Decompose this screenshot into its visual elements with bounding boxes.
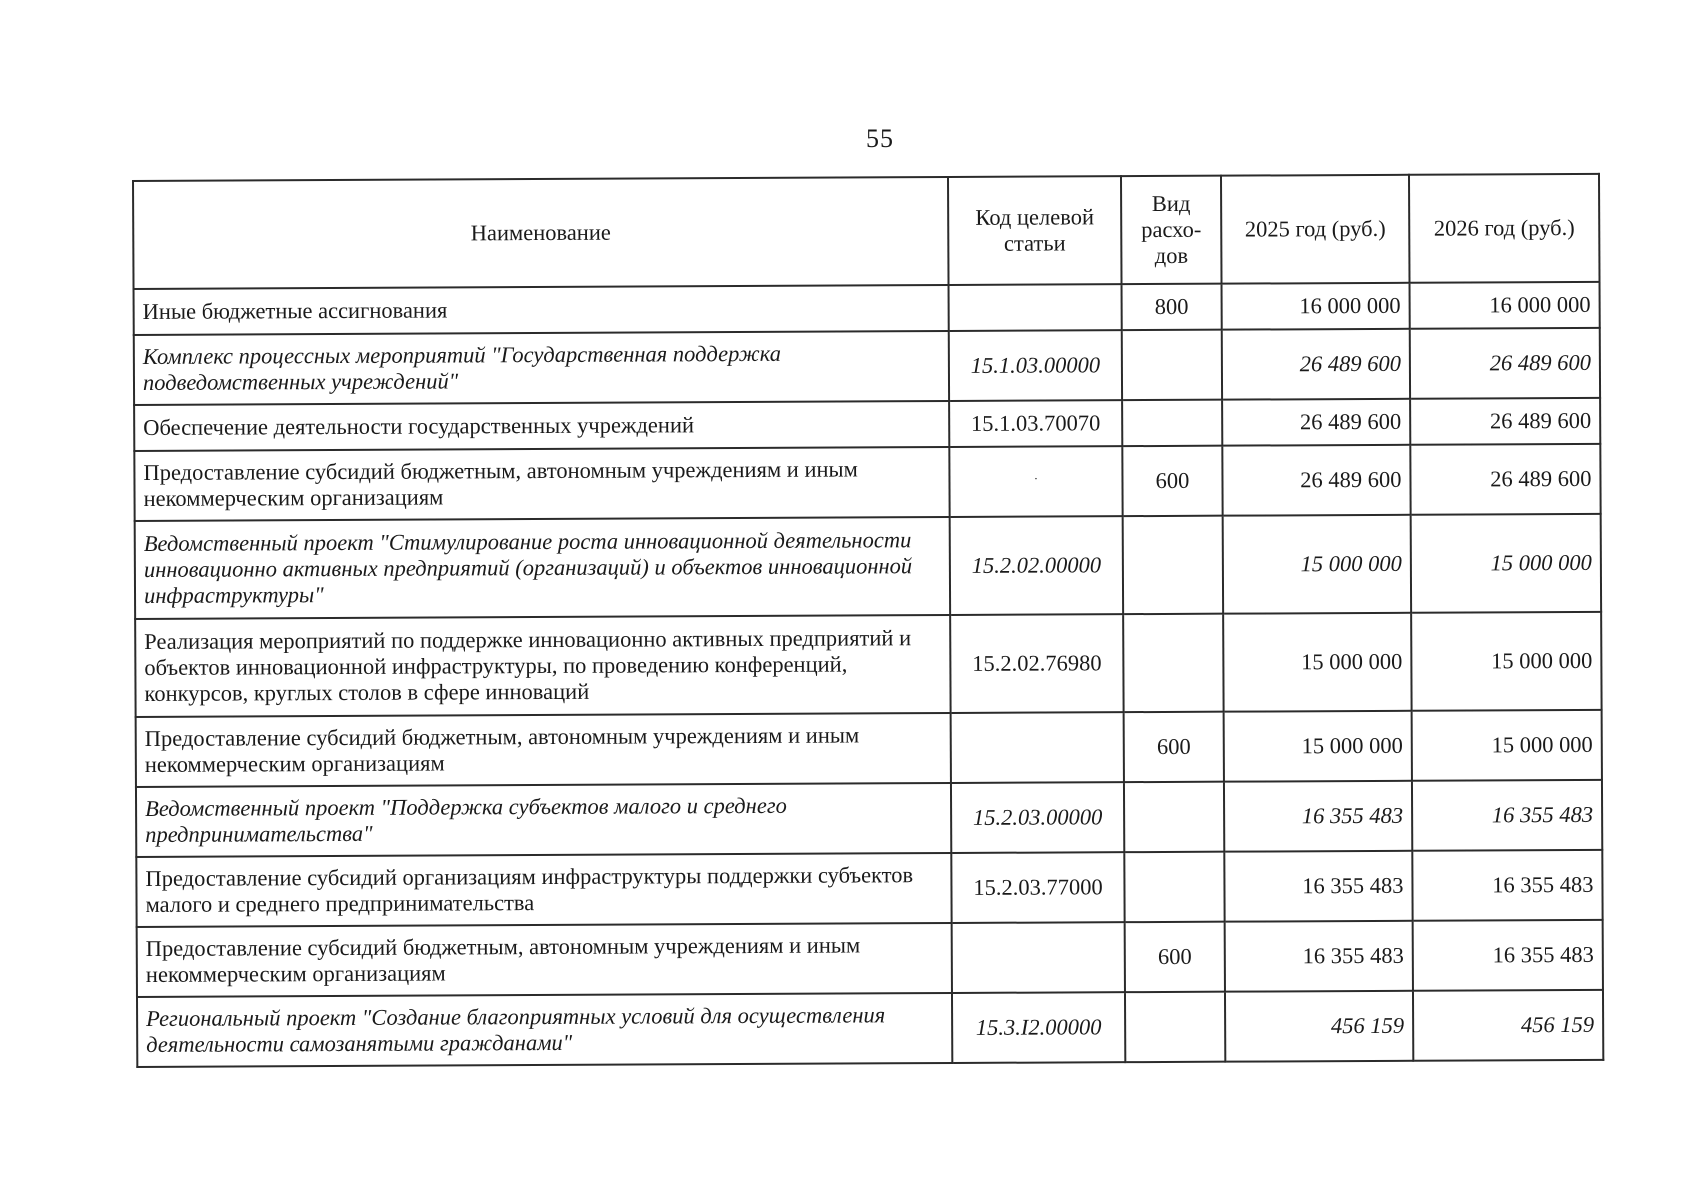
header-2025: 2025 год (руб.) (1221, 175, 1410, 284)
document-sheet (132, 173, 1604, 1068)
table-row (135, 612, 1601, 717)
row-name: Предоставление субсидий организациям инфраструктуры поддержки субъектов малого и среднего предпринимательства (136, 853, 951, 927)
row-name: Ведомственный проект "Стимулирование роста инновационной деятельности инновационно активных предприятий (организаций) и объектов инновационной инфраструктуры" (135, 517, 950, 619)
header-code: Код целевой статьи (948, 176, 1122, 285)
table-row (135, 514, 1601, 619)
row-name: Предоставление субсидий бюджетным, автономным учреждениям и иным некоммерческим организациям (137, 923, 952, 997)
row-code: 15.3.I2.00000 (952, 992, 1125, 1063)
row-kind: 600 (1125, 922, 1225, 992)
row-2026: 26 489 600 (1410, 398, 1600, 445)
row-2026: 456 159 (1413, 990, 1603, 1061)
row-2025: 16 355 483 (1224, 851, 1412, 922)
scan-speck: · (1033, 471, 1039, 486)
row-code: 15.2.02.76980 (950, 614, 1123, 713)
row-name: Реализация мероприятий по поддержке инновационно активных предприятий и объектов инновационной инфраструктуры, по проведению конференций, конкурсов, круглых столов в сфере инноваций (135, 615, 950, 717)
row-code (949, 284, 1122, 331)
row-2026: 15 000 000 (1412, 710, 1602, 781)
row-2026: 16 355 483 (1412, 780, 1602, 851)
row-kind (1122, 330, 1222, 400)
table-row (134, 444, 1600, 521)
row-kind (1124, 782, 1224, 852)
row-2025: 15 000 000 (1223, 515, 1411, 614)
row-kind: 800 (1122, 284, 1222, 330)
row-kind (1125, 992, 1225, 1062)
page-number: 55 (866, 124, 894, 153)
row-name: Комплекс процессных мероприятий "Государственная поддержка подведомственных учреждений" (134, 331, 949, 405)
row-name: Региональный проект "Создание благоприятных условий для осуществления деятельности самозанятыми гражданами" (137, 993, 952, 1067)
table-row (134, 328, 1600, 405)
budget-table (132, 173, 1604, 1068)
row-name: Предоставление субсидий бюджетным, автономным учреждениям и иным некоммерческим организациям (136, 713, 951, 787)
row-2025: 15 000 000 (1223, 613, 1411, 712)
row-code (949, 446, 1122, 517)
row-code (951, 712, 1124, 783)
table-row (136, 710, 1602, 787)
row-name: Обеспечение деятельности государственных учреждений (134, 401, 949, 451)
row-name: Иные бюджетные ассигнования (134, 285, 949, 335)
row-kind (1124, 852, 1224, 922)
row-2025: 26 489 600 (1222, 399, 1410, 446)
row-2026: 15 000 000 (1411, 612, 1601, 711)
header-2026: 2026 год (руб.) (1409, 174, 1600, 283)
row-2026: 26 489 600 (1410, 444, 1600, 515)
row-2025: 26 489 600 (1222, 445, 1410, 516)
row-2025: 16 355 483 (1224, 781, 1412, 852)
row-code: 15.1.03.70070 (949, 400, 1122, 447)
row-kind: 600 (1122, 446, 1222, 516)
row-kind (1123, 516, 1223, 614)
table-row (137, 990, 1603, 1067)
header-kind: Вид расхо- дов (1121, 176, 1222, 284)
row-2026: 15 000 000 (1411, 514, 1601, 613)
row-2025: 26 489 600 (1222, 329, 1410, 400)
row-2026: 16 355 483 (1413, 920, 1603, 991)
table-row (134, 398, 1600, 451)
row-2025: 16 000 000 (1222, 283, 1410, 330)
row-code: 15.2.02.00000 (950, 516, 1123, 615)
row-name: Ведомственный проект "Поддержка субъектов малого и среднего предпринимательства" (136, 783, 951, 857)
row-kind (1122, 400, 1222, 446)
table-row (137, 920, 1603, 997)
table-row (136, 850, 1602, 927)
row-kind (1123, 614, 1223, 712)
row-2026: 16 355 483 (1412, 850, 1602, 921)
row-code (952, 922, 1125, 993)
table-row (136, 780, 1602, 857)
row-2025: 15 000 000 (1224, 711, 1412, 782)
row-kind: 600 (1124, 712, 1224, 782)
row-code: 15.1.03.00000 (949, 330, 1122, 401)
row-code: 15.2.03.00000 (951, 782, 1124, 853)
header-name: Наименование (133, 177, 949, 289)
row-code: 15.2.03.77000 (951, 852, 1124, 923)
table-row (134, 282, 1600, 335)
row-2026: 16 000 000 (1410, 282, 1600, 329)
row-2026: 26 489 600 (1410, 328, 1600, 399)
row-name: Предоставление субсидий бюджетным, автономным учреждениям и иным некоммерческим организациям (134, 447, 949, 521)
table-header-row (133, 174, 1600, 289)
row-2025: 456 159 (1225, 991, 1413, 1062)
row-2025: 16 355 483 (1225, 921, 1413, 992)
